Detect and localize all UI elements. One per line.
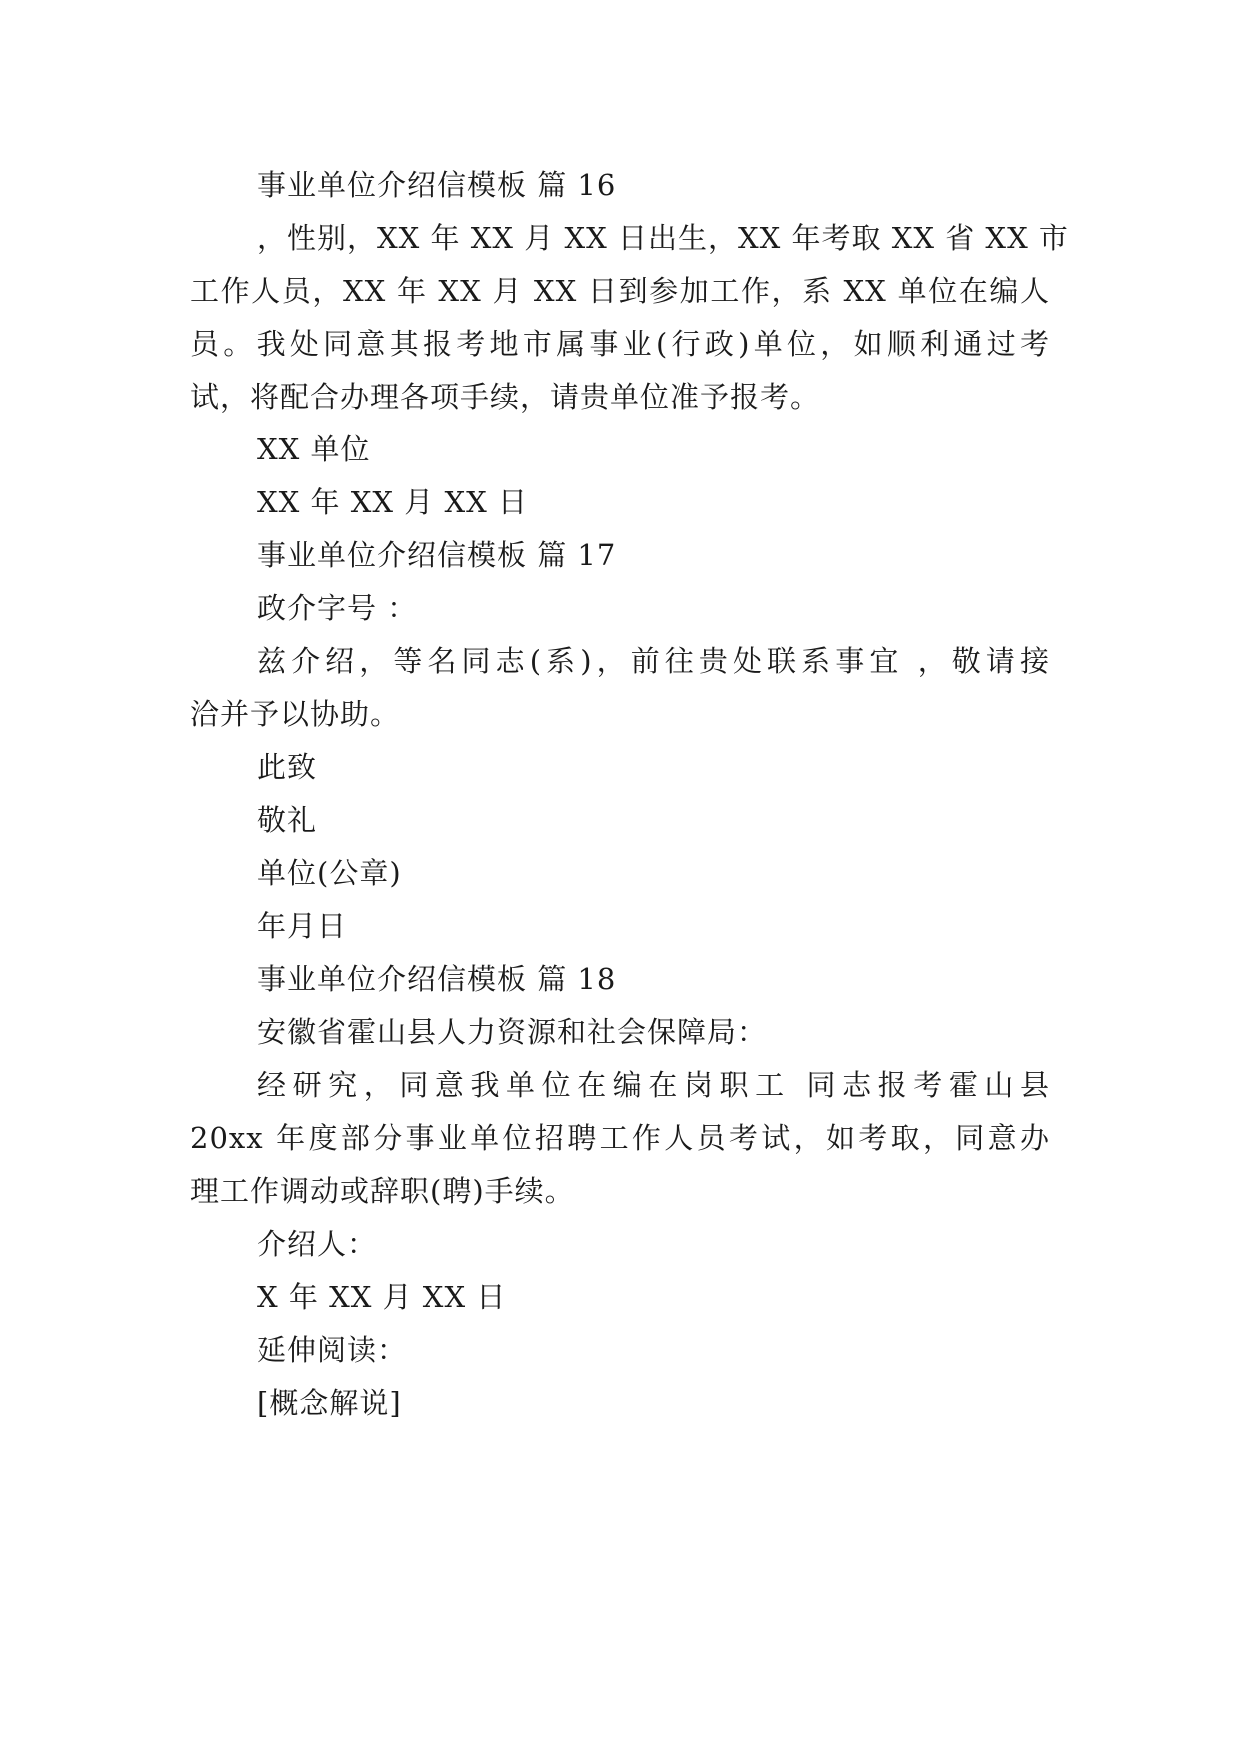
concept-explanation-label: [概念解说]: [257, 1386, 402, 1420]
section-18-date: X 年 XX 月 XX 日: [257, 1280, 507, 1314]
section-18-introducer: 介绍人：: [257, 1227, 378, 1261]
section-17-heading: 事业单位介绍信模板 篇 17: [257, 538, 617, 572]
section-17-body-line-1: 兹介绍，等名同志(系)，前往贵处联系事宜 ，敬请接: [257, 644, 1050, 678]
section-17-ref: 政介字号 ：: [257, 591, 418, 625]
section-16-body-line-4: 试，将配合办理各项手续，请贵单位准予报考。: [190, 380, 821, 414]
section-18-addressee: 安徽省霍山县人力资源和社会保障局：: [257, 1015, 768, 1049]
section-16-body-line-1: ，性别，XX 年 XX 月 XX 日出生，XX 年考取 XX 省 XX 市: [257, 221, 1069, 255]
further-reading-label: 延伸阅读：: [257, 1333, 408, 1367]
section-16-body-line-3: 员。我处同意其报考地市属事业(行政)单位，如顺利通过考: [190, 327, 1050, 361]
section-16-signer: XX 单位: [257, 432, 371, 466]
section-18-body-line-2: 20xx 年度部分事业单位招聘工作人员考试，如考取，同意办: [190, 1121, 1050, 1155]
section-17-seal: 单位(公章): [257, 856, 402, 890]
section-16-heading: 事业单位介绍信模板 篇 16: [257, 168, 617, 202]
section-16-body-line-2: 工作人员，XX 年 XX 月 XX 日到参加工作，系 XX 单位在编人: [190, 274, 1050, 308]
section-17-closing-2: 敬礼: [257, 803, 318, 837]
section-18-body-line-3: 理工作调动或辞职(聘)手续。: [190, 1174, 575, 1208]
section-17-date: 年月日: [257, 909, 348, 943]
section-18-body-line-1: 经研究，同意我单位在编在岗职工 同志报考霍山县: [257, 1068, 1050, 1102]
section-17-body-line-2: 洽并予以协助。: [190, 697, 401, 731]
section-16-date: XX 年 XX 月 XX 日: [257, 485, 528, 519]
section-17-closing-1: 此致: [257, 750, 318, 784]
section-18-heading: 事业单位介绍信模板 篇 18: [257, 962, 617, 996]
